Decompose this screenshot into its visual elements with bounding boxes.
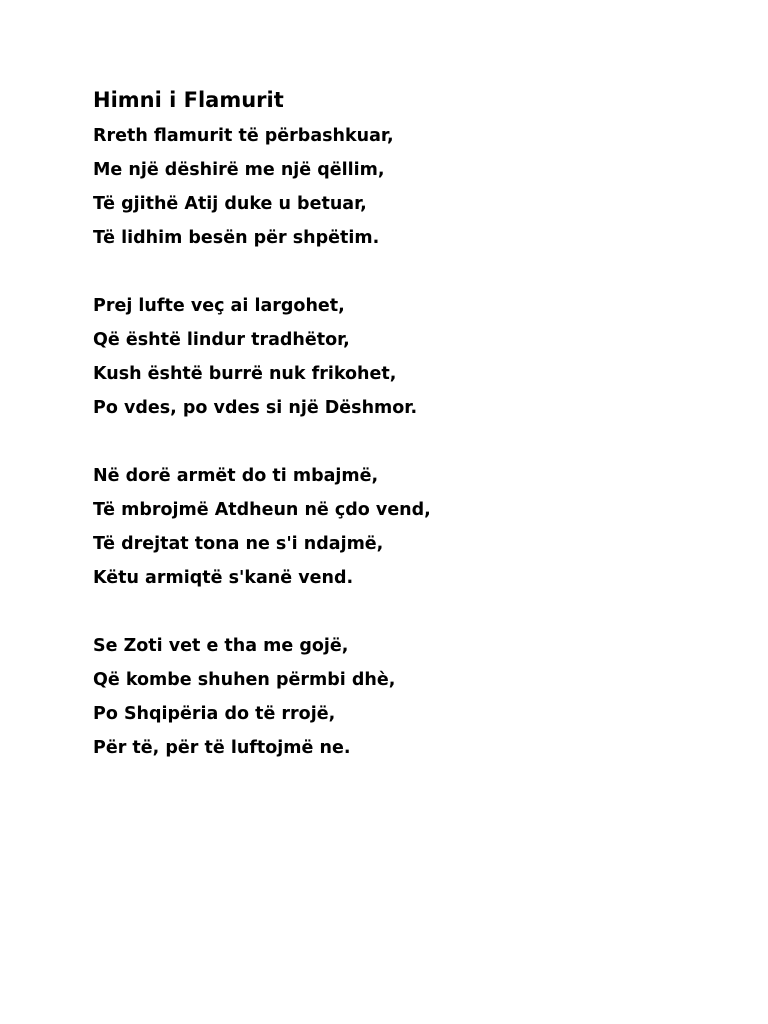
poem-line: Po vdes, po vdes si një Dëshmor. — [93, 398, 418, 418]
poem-line: Se Zoti vet e tha me gojë, — [93, 636, 349, 656]
poem-line: Prej lufte veç ai largohet, — [93, 296, 345, 316]
poem-line: Të gjithë Atij duke u betuar, — [93, 194, 367, 214]
stanza-3 — [93, 459, 431, 595]
stanza-1 — [93, 119, 394, 255]
poem-line: Këtu armiqtë s'kanë vend. — [93, 568, 354, 588]
poem-line: Rreth flamurit të përbashkuar, — [93, 126, 394, 146]
page-title: Himni i Flamurit — [93, 88, 284, 112]
poem-line: Kush është burrë nuk frikohet, — [93, 364, 397, 384]
stanza-2 — [93, 289, 417, 425]
poem-line: Me një dëshirë me një qëllim, — [93, 160, 385, 180]
poem-line: Të drejtat tona ne s'i ndajmë, — [93, 534, 384, 554]
poem-line: Që është lindur tradhëtor, — [93, 330, 350, 350]
poem-line: Për të, për të luftojmë ne. — [93, 738, 351, 758]
poem-line: Të lidhim besën për shpëtim. — [93, 228, 380, 248]
poem-line: Të mbrojmë Atdheun në çdo vend, — [93, 500, 431, 520]
stanza-4 — [93, 629, 395, 765]
poem-line: Po Shqipëria do të rrojë, — [93, 704, 336, 724]
poem-line: Në dorë armët do ti mbajmë, — [93, 466, 379, 486]
poem-line: Që kombe shuhen përmbi dhè, — [93, 670, 396, 690]
